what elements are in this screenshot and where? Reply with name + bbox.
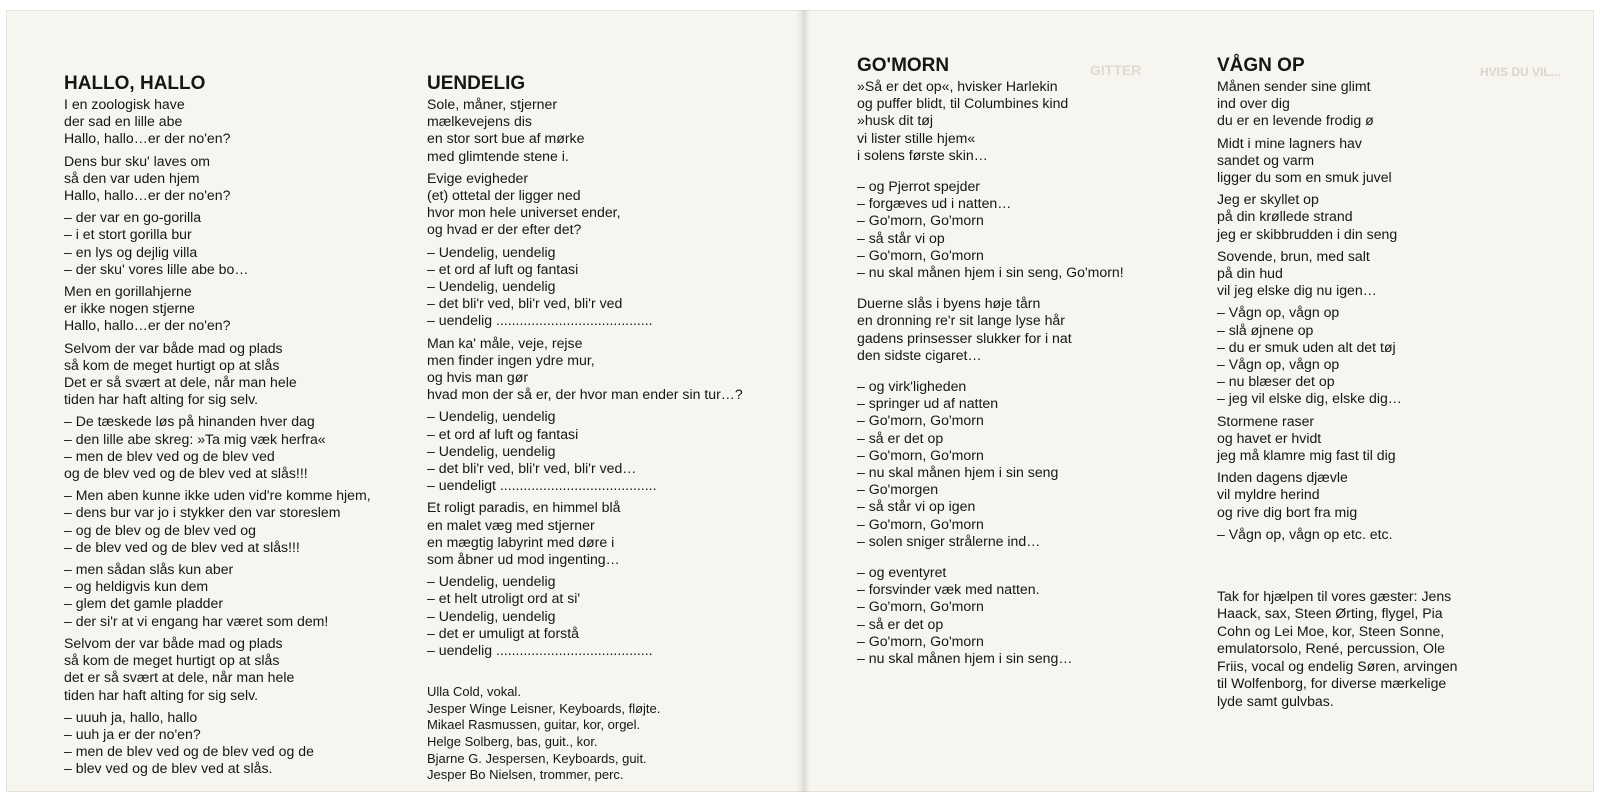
lyric-line: og puffer blidt, til Columbines kind: [857, 95, 1069, 112]
lyric-line: Det er så svært at dele, når man hele: [64, 374, 297, 391]
lyric-line: Stormene raser: [1217, 412, 1315, 429]
lyric-line: Inden dagens djævle: [1217, 469, 1348, 486]
credit-line: Jesper Winge Leisner, Keyboards, fløjte.: [427, 700, 661, 716]
stanza: [427, 573, 772, 659]
stanza: [1217, 413, 1517, 465]
lyric-line: – Go'morn, Go'morn: [857, 632, 984, 649]
lyric-line: – nu skal månen hjem i sin seng: [857, 464, 1059, 481]
lyric-line: – de blev ved og de blev ved at slås!!!: [64, 538, 300, 555]
lyric-line: – Vågn op, vågn op: [1217, 304, 1340, 321]
lyric-line: gadens prinsesser slukker for i nat: [857, 329, 1072, 346]
stanza: [1217, 304, 1517, 407]
lyric-line: Et roligt paradis, en himmel blå: [427, 499, 621, 516]
lyric-line: og havet er hvidt: [1217, 429, 1322, 446]
lyric-line: »Så er det op«, hvisker Harlekin: [857, 78, 1058, 94]
stanza: [1217, 78, 1517, 130]
lyric-line: hvad mon der så er, der hvor man ender sin tur…?: [427, 386, 743, 403]
lyric-line: Jeg er skyllet op: [1217, 191, 1319, 208]
stanza: [427, 335, 772, 404]
lyric-line: hvor mon hele universet ender,: [427, 204, 621, 221]
stanza: [1217, 191, 1517, 243]
lyric-line: men finder ingen ydre mur,: [427, 351, 595, 368]
lyric-line: mælkevejens dis: [427, 113, 532, 130]
lyric-line: – Uendelig, uendelig: [427, 408, 556, 425]
lyric-line: Duerne slås i byens høje tårn: [857, 295, 1041, 312]
lyric-line: – dens bur var jo i stykker den var storeslem: [64, 504, 341, 521]
stanza: [427, 244, 772, 330]
credit-line: Helge Solberg, bas, guit., kor.: [427, 734, 598, 750]
lyric-line: – men de blev ved og de blev ved og de: [64, 743, 314, 760]
lyric-line: – Go'morn, Go'morn: [857, 446, 984, 463]
credit-line: til Wolfenborg, for diverse mærkelige: [1217, 675, 1447, 692]
lyrics-hallo-hallo: [64, 72, 404, 783]
lyric-line: ind over dig: [1217, 95, 1290, 112]
stanza: [427, 170, 772, 239]
lyric-line: jeg må klamre mig fast til dig: [1217, 447, 1396, 464]
lyric-line: Sovende, brun, med salt: [1217, 247, 1370, 264]
lyric-line: – så er det op: [857, 429, 944, 446]
stanza: [1217, 469, 1517, 521]
guest-thanks: [1217, 588, 1517, 710]
lyric-line: – Uendelig, uendelig: [427, 278, 556, 295]
lyric-line: en malet væg med stjerner: [427, 516, 595, 533]
stanza: [64, 709, 404, 778]
lyric-line: ligger du som en smuk juvel: [1217, 169, 1392, 186]
lyric-line: – Go'morn, Go'morn: [857, 412, 984, 429]
lyric-line: og hvis man gør: [427, 369, 529, 386]
lyric-line: – Uendelig, uendelig: [427, 573, 556, 590]
lyric-line: – men de blev ved og de blev ved: [64, 447, 275, 464]
lyric-line: – springer ud af natten: [857, 395, 999, 412]
credit-line: Cohn og Lei Moe, kor, Steen Sonne,: [1217, 622, 1445, 639]
lyric-line: – så står vi op igen: [857, 498, 976, 515]
lyric-line: – Go'morn, Go'morn: [857, 246, 984, 263]
lyric-line: – der sku' vores lille abe bo…: [64, 260, 249, 277]
stanza: [64, 96, 404, 148]
lyric-line: der sad en lille abe: [64, 113, 183, 130]
lyric-line: Evige evigheder: [427, 169, 529, 186]
lyric-line: vi lister stille hjem«: [857, 129, 976, 146]
lyric-line: Hallo, hallo…er der no'en?: [64, 130, 231, 147]
lyric-line: så kom de meget hurtigt op at slås: [64, 652, 280, 669]
lyric-line: på din hud: [1217, 265, 1283, 282]
stanza: [64, 635, 404, 704]
lyric-line: sandet og varm: [1217, 151, 1315, 168]
lyric-line: Hallo, hallo…er der no'en?: [64, 187, 231, 204]
stanza: [427, 96, 772, 165]
lyric-line: – Vågn op, vågn op etc. etc.: [1217, 525, 1393, 542]
lyric-line: – så står vi op: [857, 229, 945, 246]
lyric-line: Man ka' måle, veje, rejse: [427, 334, 583, 351]
credit-line: Mikael Rasmussen, guitar, kor, orgel.: [427, 717, 641, 733]
lyric-line: – Uendelig, uendelig: [427, 442, 556, 459]
lyric-line: tiden har haft alting for sig selv.: [64, 391, 259, 408]
lyric-line: en stor sort bue af mørke: [427, 130, 585, 147]
stanza: [64, 487, 404, 556]
show-through-title-right: HVIS DU VIL...: [1480, 65, 1561, 79]
lyric-line: du er en levende frodig ø: [1217, 112, 1374, 129]
lyric-line: – blev ved og de blev ved at slås.: [64, 760, 273, 777]
credit-line: Tak for hjælpen til vores gæster: Jens: [1217, 588, 1452, 605]
lyric-line: – solen sniger strålerne ind…: [857, 532, 1041, 549]
lyric-line: som åbner ud mod ingenting…: [427, 551, 620, 568]
band-credits: [427, 684, 772, 784]
stanza: [64, 283, 404, 335]
stanza: [857, 564, 1167, 667]
stanza: [857, 295, 1167, 364]
credit-line: emulatorsolo, René, percussion, Ole: [1217, 640, 1445, 657]
stanza: [64, 340, 404, 409]
lyric-line: – forgæves ud i natten…: [857, 195, 1012, 212]
credit-line: Bjarne G. Jespersen, Keyboards, guit.: [427, 750, 647, 766]
lyric-line: – og de blev og de blev ved og: [64, 521, 256, 538]
lyric-line: og hvad er der efter det?: [427, 221, 582, 238]
credit-line: Ulla Cold, vokal.: [427, 684, 521, 700]
stanza: [1217, 526, 1517, 543]
lyric-line: Selvom der var både mad og plads: [64, 634, 283, 651]
lyric-line: – men sådan slås kun aber: [64, 561, 234, 578]
lyric-line: jeg er skibbrudden i din seng: [1217, 225, 1398, 242]
lyrics-vagn-op: [1217, 54, 1517, 710]
lyric-line: – Vågn op, vågn op: [1217, 356, 1340, 373]
lyric-line: – nu blæser det op: [1217, 373, 1335, 390]
lyric-line: – så er det op: [857, 615, 944, 632]
lyric-line: – det er umuligt at forstå: [427, 624, 579, 641]
lyric-line: – Go'morn, Go'morn: [857, 515, 984, 532]
lyric-line: – du er smuk uden alt det tøj: [1217, 338, 1396, 355]
lyric-line: – og heldigvis kun dem: [64, 578, 209, 595]
lyric-line: – Go'morgen: [857, 481, 939, 498]
stanza: [857, 78, 1167, 164]
stanza: [857, 378, 1167, 550]
stanza: [857, 178, 1167, 281]
lyric-line: – den lille abe skreg: »Ta mig væk herfra«: [64, 430, 326, 447]
stanza: [1217, 248, 1517, 300]
credit-line: lyde samt gulvbas.: [1217, 692, 1334, 709]
lyric-line: – nu skal månen hjem i sin seng…: [857, 650, 1073, 667]
song-title: VÅGN OP: [1217, 55, 1305, 76]
lyric-line: og de blev ved og de blev ved at slås!!!: [64, 465, 308, 482]
lyric-line: tiden har haft alting for sig selv.: [64, 686, 259, 703]
credit-line: Jesper Bo Nielsen, trommer, perc.: [427, 767, 624, 783]
lyric-line: – Uendelig, uendelig: [427, 243, 556, 260]
lyrics-gomorn: [857, 54, 1167, 681]
lyric-line: – Go'morn, Go'morn: [857, 598, 984, 615]
song-title: GO'MORN: [857, 55, 950, 76]
lyric-line: med glimtende stene i.: [427, 147, 569, 164]
stanza: [427, 408, 772, 494]
lyric-line: – det bli'r ved, bli'r ved, bli'r ved…: [427, 460, 637, 477]
stanza: [1217, 135, 1517, 187]
lyric-line: – der si'r at vi engang har været som dem!: [64, 612, 329, 629]
lyric-line: – uuuh ja, hallo, hallo: [64, 708, 198, 725]
center-fold: [796, 10, 810, 792]
stanza: [64, 413, 404, 482]
lyric-line: i solens første skin…: [857, 146, 988, 163]
lyrics-uendelig: [427, 72, 772, 784]
lyric-line: – De tæskede løs på hinanden hver dag: [64, 413, 315, 430]
lyric-line: og rive dig bort fra mig: [1217, 503, 1358, 520]
lyric-line: Selvom der var både mad og plads: [64, 339, 283, 356]
lyric-line: – og Pjerrot spejder: [857, 178, 980, 195]
lyric-line: »husk dit tøj: [857, 112, 933, 129]
lyric-line: – uendeligt ........................................: [427, 477, 657, 494]
stanza: [64, 153, 404, 205]
stanza: [64, 209, 404, 278]
lyric-line: – et ord af luft og fantasi: [427, 260, 579, 277]
lyric-line: – Uendelig, uendelig: [427, 607, 556, 624]
lyric-line: en dronning re'r sit lange lyse hår: [857, 312, 1065, 329]
song-title: HALLO, HALLO: [64, 73, 206, 94]
lyric-line: – slå øjnene op: [1217, 321, 1314, 338]
lyric-line: – der var en go-gorilla: [64, 209, 202, 226]
credit-line: Friis, vocal og endelig Søren, arvingen: [1217, 657, 1458, 674]
lyric-line: er ikke nogen stjerne: [64, 300, 195, 317]
lyric-line: – jeg vil elske dig, elske dig…: [1217, 390, 1402, 407]
stanza: [64, 561, 404, 630]
stanza: [427, 499, 772, 568]
lyric-line: – forsvinder væk med natten.: [857, 581, 1040, 598]
lyric-line: så den var uden hjem: [64, 169, 200, 186]
lyric-line: – det bli'r ved, bli'r ved, bli'r ved: [427, 295, 623, 312]
show-through-title: GITTER: [1090, 62, 1142, 78]
lyric-line: den sidste cigaret…: [857, 346, 982, 363]
lyric-line: – uendelig ........................................: [427, 312, 653, 329]
lyric-line: I en zoologisk have: [64, 96, 185, 112]
lyric-line: det er så svært at dele, når man hele: [64, 669, 295, 686]
lyric-line: – og eventyret: [857, 564, 947, 581]
lyric-line: – uuh ja er der no'en?: [64, 725, 201, 742]
lyric-line: – en lys og dejlig villa: [64, 243, 198, 260]
lyric-line: Men en gorillahjerne: [64, 283, 192, 300]
lyric-line: – og virk'ligheden: [857, 378, 967, 395]
lyric-line: – glem det gamle pladder: [64, 595, 224, 612]
lyric-line: – et ord af luft og fantasi: [427, 425, 579, 442]
lyric-line: på din krøllede strand: [1217, 208, 1353, 225]
lyric-line: vil jeg elske dig nu igen…: [1217, 282, 1377, 299]
lyric-line: Månen sender sine glimt: [1217, 78, 1371, 94]
song-title: UENDELIG: [427, 73, 526, 94]
lyric-line: Midt i mine lagners hav: [1217, 134, 1362, 151]
lyric-line: Sole, måner, stjerner: [427, 96, 558, 112]
lyric-line: vil myldre herind: [1217, 486, 1320, 503]
lyric-line: (et) ottetal der ligger ned: [427, 187, 581, 204]
lyric-line: Dens bur sku' laves om: [64, 152, 211, 169]
lyric-line: – Go'morn, Go'morn: [857, 212, 984, 229]
lyric-line: – nu skal månen hjem i sin seng, Go'morn!: [857, 264, 1124, 281]
lyric-line: en mægtig labyrint med døre i: [427, 533, 615, 550]
lyric-line: Hallo, hallo…er der no'en?: [64, 317, 231, 334]
lyric-line: – uendelig ........................................: [427, 642, 653, 659]
lyric-line: så kom de meget hurtigt op at slås: [64, 356, 280, 373]
lyric-line: – et helt utroligt ord at si': [427, 590, 581, 607]
lyric-line: – i et stort gorilla bur: [64, 226, 192, 243]
credit-line: Haack, sax, Steen Ørting, flygel, Pia: [1217, 605, 1443, 622]
lyric-line: – Men aben kunne ikke uden vid're komme hjem,: [64, 487, 371, 504]
